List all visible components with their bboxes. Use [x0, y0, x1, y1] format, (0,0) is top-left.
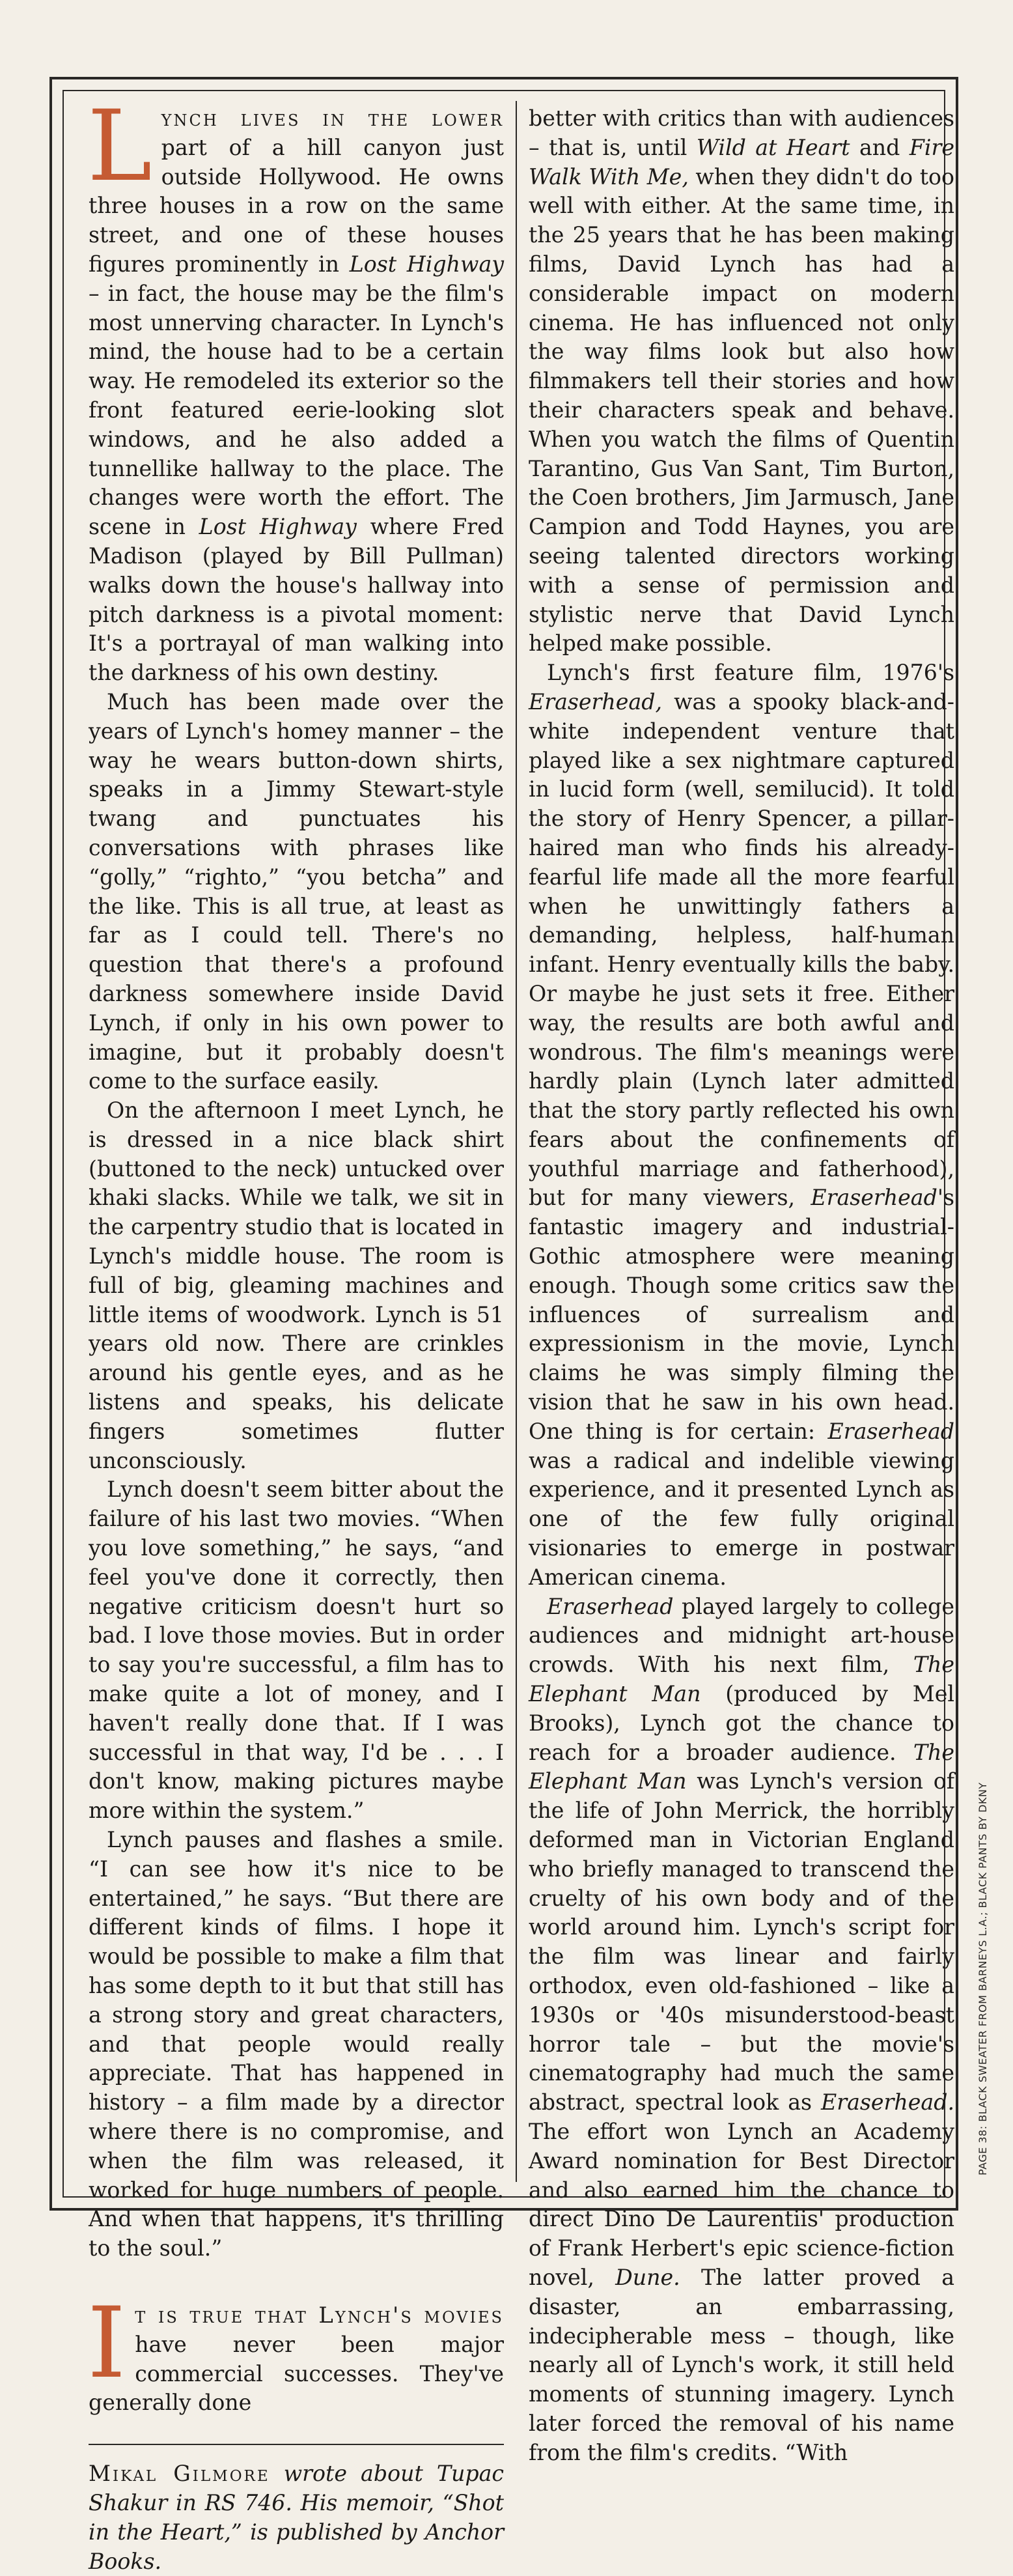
paragraph-text: when they didn't do too well with either. At the same time, in the 25 years that he has been making films, David Lynch has had a considerable impact on modern cinema. He has influenced not only the way films look but also how filmmakers tell their stories and how their characters speak and behave. When you watch the films of Quentin Tarantino, Gus Van Sant, Tim Burton, the Coen brothers, Jim Jarmusch, Jane Campion and Todd Haynes, you are seeing talented directors working with a sense of permission and stylistic nerve that David Lynch helped make possible.	[529, 163, 954, 657]
film-title: Lost Highway	[199, 514, 357, 540]
article-paragraph-4: Lynch doesn't seem bitter about the failure of his last two movies. “When you love something,” he says, “and feel you've done it correctly, then negative criticism doesn't hurt so bad. I love those movies. But in order to say you're successful, a film has to make quite a lot of money, and I haven't really done that. If I was successful in that way, I'd be . . . I don't know, making pictures maybe more within the system.”	[89, 1477, 504, 1824]
film-title: Wild at Heart	[696, 134, 850, 160]
author-bio-text: wrote about Tupac Shakur in RS 746. His memoir, “Shot in the Heart,” is published by Anchor Books.	[89, 2461, 504, 2574]
photo-credit: PAGE 38: BLACK SWEATER FROM BARNEYS L.A.; BLACK PANTS BY DKNY	[977, 1782, 989, 2175]
paragraph-text: better with critics than with audiences – that is, until	[529, 106, 954, 160]
film-title: Eraserhead	[811, 1185, 937, 1211]
paragraph-text: was a radical and indelible viewing experience, and it presented Lynch as one of the few fully original visionaries to emerge in postwar American cinema.	[529, 1447, 954, 1590]
bio-divider	[89, 2444, 504, 2445]
film-title: Eraserhead,	[529, 688, 663, 715]
article-paragraph-6	[87, 2286, 504, 2418]
film-title: Eraserhead.	[820, 2089, 954, 2116]
section-break	[89, 2263, 504, 2301]
film-title: Fire Walk With Me,	[529, 134, 954, 190]
column-divider	[516, 101, 517, 2182]
film-title: Lost Highway	[349, 251, 504, 277]
paragraph-text: played largely to college audiences and midnight art-house crowds. With his next film,	[529, 1593, 954, 1678]
paragraph-text: where Fred Madison (played by Bill Pullman) walks down the house's hallway into pitch darkness is a pivotal moment: It's a portrayal of man walking into the darkness of his own destiny.	[89, 514, 504, 686]
article-paragraph-5: Lynch pauses and flashes a smile. “I can see how it's nice to be entertained,” he says. “But there are different kinds of films. I hope it would be possible to make a film that has some depth to it but that still has a strong story and great characters, and that people would really appreciate. That has happened in history – a film made by a director where there is no compromise, and when the film was released, it worked for huge numbers of people. And when that happens, it's thrilling to the soul.”	[89, 1827, 504, 2261]
author-name: Mikal Gilmore	[89, 2461, 270, 2487]
article-paragraph-9	[529, 1592, 954, 2468]
film-title: Dune.	[615, 2264, 680, 2290]
article-paragraph-3: On the afternoon I meet Lynch, he is dressed in a nice black shirt (buttoned to the neck) untucked over khaki slacks. While we talk, we sit in the carpentry studio that is located in Lynch's middle house. The room is full of big, gleaming machines and little items of woodwork. Lynch is 51 years old now. There are crinkles around his gentle eyes, and as he listens and speaks, his delicate fingers sometimes flutter unconsciously.	[89, 1097, 504, 1473]
left-column	[87, 90, 504, 2576]
article-paragraph-8	[529, 658, 954, 1592]
drop-cap: I	[87, 2286, 126, 2400]
lead-in-text: ynch lives in the lower	[161, 106, 504, 132]
paragraph-text: part of a hill canyon just outside Hollywood. He owns three houses in a row on the same street, and one of these houses figures prominently in	[89, 134, 504, 277]
paragraph-text: was a spooky black-and-white independent venture that played like a sex nightmare captured in lucid form (well, semilucid). It told the story of Henry Spencer, a pillar-haired man who finds his already-fearful life made all the more fearful when he unwittingly fathers a demanding, helpless, half-human infant. Henry eventually kills the baby. Or maybe he just sets it free. Either way, the results are both awful and wondrous. The film's meanings were hardly plain (Lynch later admitted that the story partly reflected his own fears about the confinements of youthful marriage and fatherhood), but for many viewers,	[529, 688, 954, 1211]
film-title: The Elephant Man	[529, 1652, 954, 1707]
film-title: Eraserhead	[827, 1418, 954, 1444]
article-paragraph-7	[529, 104, 954, 658]
film-title: Eraserhead	[547, 1593, 674, 1619]
right-column	[529, 104, 954, 2468]
lead-in-text: t is true that Lynch's movies	[135, 2302, 504, 2328]
paragraph-text: was Lynch's version of the life of John Merrick, the horribly deformed man in Victorian England who briefly managed to transcend the cruelty of his own body and of the world around him. Lynch's script for the film was linear and fairly orthodox, even old-fashioned – like a 1930s or '40s misunderstood-beast horror tale – but the movie's cinematography had much the same abstract, spectral look as	[529, 1768, 954, 2116]
paragraph-text: 's fantastic imagery and industrial-Gothic atmosphere were meaning enough. Though some critics saw the influences of surrealism and expressionism in the movie, Lynch claims he was simply filming the vision that he saw in his own head. One thing is for certain:	[529, 1185, 954, 1444]
paragraph-text: The effort won Lynch an Academy Award nomination for Best Director and also earned him the chance to direct Dino De Laurentiis' production of Frank Herbert's epic science-fiction novel,	[529, 2118, 954, 2290]
paragraph-text: Lynch's first feature film, 1976's	[547, 660, 954, 686]
drop-cap: L	[87, 90, 152, 203]
article-paragraph-1	[87, 90, 504, 688]
article-paragraph-2: Much has been made over the years of Lynch's homey manner – the way he wears button-down shirts, speaks in a Jimmy Stewart-style twang and punctuates his conversations with phrases like “golly,” “righto,” “you betcha” and the like. This is all true, at least as far as I could tell. There's no question that there's a profound darkness somewhere inside David Lynch, if only in his own power to imagine, but it probably doesn't come to the surface easily.	[89, 688, 504, 1094]
paragraph-text: and	[850, 134, 909, 160]
author-bio	[89, 2459, 504, 2576]
paragraph-text: – in fact, the house may be the film's most unnerving character. In Lynch's mind, the house had to be a certain way. He remodeled its exterior so the front featured eerie-looking slot windows, and he also added a tunnellike hallway to the place. The changes were worth the effort. The scene in	[89, 280, 504, 540]
film-title: The Elephant Man	[529, 1739, 954, 1794]
paragraph-text: The latter proved a disaster, an embarrassing, indecipherable mess – though, like nearly all of Lynch's work, it still held moments of stunning imagery. Lynch later forced the removal of his name from the film's credits. “With	[529, 2264, 954, 2465]
paragraph-text: have never been major commercial successes. They've generally done	[89, 2331, 504, 2416]
paragraph-text: (produced by Mel Brooks), Lynch got the chance to reach for a broader audience.	[529, 1681, 954, 1765]
